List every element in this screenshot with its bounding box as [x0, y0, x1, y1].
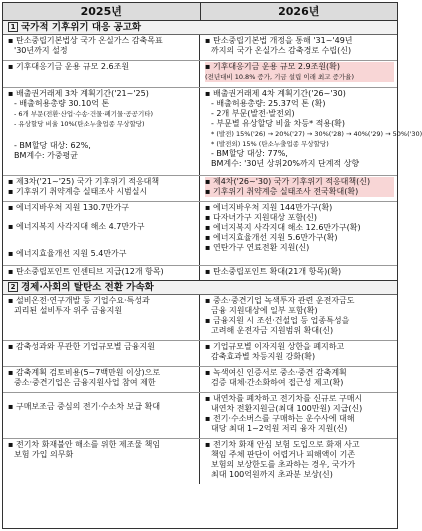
- cell-text: ▪ 에너지바우처 지원 144만가구(확): [205, 203, 333, 212]
- cell-text: ▪ 기후대응기금 운용 규모 2.6조원: [8, 62, 130, 71]
- cell-text: * (발전) 15%('26) → 20%('27) → 30%('28) → 40%('29) → 50%('30): [211, 130, 422, 138]
- cell-text: ▪ 에너지바우처 지원 130.7만가구: [8, 203, 129, 212]
- cell-text: ▪ 탄소중립포인트 인센티브 지급(12개 항목): [8, 267, 164, 276]
- cell-text: BM계수: 가중평균: [14, 151, 78, 160]
- cell-text: ▪ 다자녀가구 지원대상 포함(신): [205, 213, 318, 222]
- cell-text: 까지의 국가 온실가스 감축경로 수립(신): [211, 46, 352, 55]
- cell-text: ▪ 전기차 화재불안 해소를 위한 제조물 책임: [8, 440, 161, 449]
- cell-text: ▪ 배출권거래제 4차 계획기간('26~'30): [205, 89, 346, 98]
- header-2025: 2025년: [3, 3, 201, 20]
- table-row: [3, 61, 397, 88]
- cell-text: (전년대비 10.8% 증가, 기금 설립 이래 최고 증가율): [205, 72, 394, 82]
- table-header: [3, 3, 397, 21]
- cell-text: 검증 대체·간소화하여 접근성 제고(확): [211, 378, 344, 387]
- cell-text: ▪ 금융지원 시 조선·건설업 등 업종특성을: [205, 316, 350, 325]
- cell-text: 보험의 보상한도를 초과하는 경우, 국가가: [211, 460, 356, 469]
- cell-text: ▪ 탄소중립포인트 확대(21개 항목)(확): [205, 267, 342, 276]
- cell-text: ▪ 감축성과와 무관한 기업규모별 금융지원: [8, 342, 155, 351]
- header-2026: 2026년: [278, 5, 320, 18]
- cell-text: ▪ 설비온전·연구개발 등 기업수요·특성과: [8, 296, 150, 305]
- table-row: [3, 367, 397, 393]
- section-1-title: [3, 21, 397, 35]
- cell-text: ▪ 내연차를 폐차하고 전기차를 신규로 구매시: [205, 394, 363, 403]
- cell-text: - 부문별 유상할당 비율 차등* 적용(확): [211, 119, 346, 128]
- cell-text: ▪ 감축계획 검토비용(5~7백만원 이상)으로: [8, 368, 161, 377]
- table-row: [3, 88, 422, 176]
- cell-text: ▪ 배출권거래제 3차 계획기간('21~'25): [8, 89, 149, 98]
- cell-text: - 6개 부문(전환·산업·수송·건물·폐기물·공공기타): [14, 110, 154, 118]
- cell-text: BM계수: '30년 상위20%까지 단계적 상향: [211, 159, 360, 168]
- cell-text: ▪ 제4차('26~'30) 국가 기후위기 적응대책(신): [205, 177, 394, 187]
- cell-text: ▪ 탄소중립기본법 개정을 통해 '31~'49년: [205, 36, 353, 45]
- cell-text: 보험 가입 의무화: [14, 450, 74, 459]
- table-row: [3, 35, 397, 61]
- cell-text: ▪ 탄소중립기본법상 국가 온실가스 감축목표: [8, 36, 163, 45]
- cell-text: ▪ 구매보조금 중심의 전기·수소차 보급 확대: [8, 402, 161, 411]
- cell-text: 중소·중견기업은 금융지원사업 참여 제한: [14, 378, 156, 387]
- cell-text: - BM할당 대상: 77%,: [211, 149, 288, 158]
- cell-text: ▪ 기후위기 취약계층 실태조사 시범실시: [8, 187, 148, 196]
- table-row: [3, 341, 397, 367]
- cell-text: 괴리된 설비투자 위주 금융지원: [14, 306, 123, 315]
- cell-text: ▪ 에너지효율개선 지원 5.4만가구: [8, 249, 127, 258]
- cell-text: - BM할당 대상: 62%,: [14, 141, 91, 150]
- section-1-number: 1: [8, 22, 18, 32]
- comparison-table: [2, 2, 422, 529]
- cell-text: ▪ 기업규모별 이자지원 상한을 폐지하고: [205, 342, 345, 351]
- cell-text: 감축효과별 차등지원 강화(확): [211, 352, 316, 361]
- cell-text: ▪ 에너지복지 사각지대 해소 12.6만가구(확): [205, 223, 361, 232]
- cell-text: - 배출허용총량: 25.37억 톤 (확): [211, 99, 326, 108]
- section-1-label: 국가적 기후위기 대응 공고화: [21, 22, 142, 33]
- cell-text: 금융 지원대상에 일부 포함(확): [211, 306, 318, 315]
- cell-text: ▪ 에너지효율개선 지원 5.6만가구(확): [205, 233, 338, 242]
- cell-text: 책임 주체 판단이 어렵거나 피해액이 기존: [211, 450, 356, 459]
- cell-text: - 배출허용총량 30.10억 톤: [14, 99, 110, 108]
- cell-text: 최대 100억원까지 초과분 보상(신): [211, 470, 333, 479]
- cell-text: ▪ 연탄가구 연료전환 지원(신): [205, 243, 310, 252]
- table-row: [3, 295, 397, 341]
- cell-text: ▪ 전기차 화재 안심 보험 도입으로 화재 사고: [205, 440, 360, 449]
- cell-text: * (발전외) 15% (탄소누출업종 무상할당): [211, 140, 329, 148]
- table-row: [3, 439, 397, 484]
- cell-text: ▪ 녹색여신 인증서로 중소·중견 감축계획: [205, 368, 347, 377]
- table-row: [3, 266, 397, 281]
- cell-text: '30년까지 설정: [14, 46, 68, 55]
- section-2-label: 경제·사회의 탈탄소 전환 가속화: [21, 282, 154, 293]
- table-row: [3, 393, 397, 439]
- cell-text: 내연차 전환지원금(최대 100만원) 지급(신): [211, 404, 363, 413]
- cell-text: 고려해 운전자금 지원범위 확대(신): [211, 326, 334, 335]
- cell-text: - 유상할당 비율 10%(탄소누출업종 무상할당): [14, 120, 145, 128]
- cell-text: ▪ 중소·중견기업 녹색투자 관련 운전자금도: [205, 296, 355, 305]
- table-row: [3, 176, 397, 202]
- cell-text: ▪ 에너지복지 사각지대 해소 4.7만가구: [8, 222, 145, 231]
- section-2-title: [3, 281, 397, 295]
- table-row: [3, 202, 397, 266]
- cell-text: 대당 최대 1~2억원 저리 융자 지원(신): [211, 424, 348, 433]
- cell-text: - 2개 부문(발전·발전외): [211, 109, 295, 118]
- cell-text: ▪ 제3차('21~'25) 국가 기후위기 적응대책: [8, 177, 160, 186]
- cell-text: ▪ 기후대응기금 운용 규모 2.9조원(확): [205, 62, 394, 72]
- cell-text: ▪ 전기·수소버스를 구매하는 운수사에 대해: [205, 414, 355, 423]
- cell-text: ▪ 기후위기 취약계층 실태조사 전국확대(확): [205, 187, 394, 197]
- section-2-number: 2: [8, 282, 18, 292]
